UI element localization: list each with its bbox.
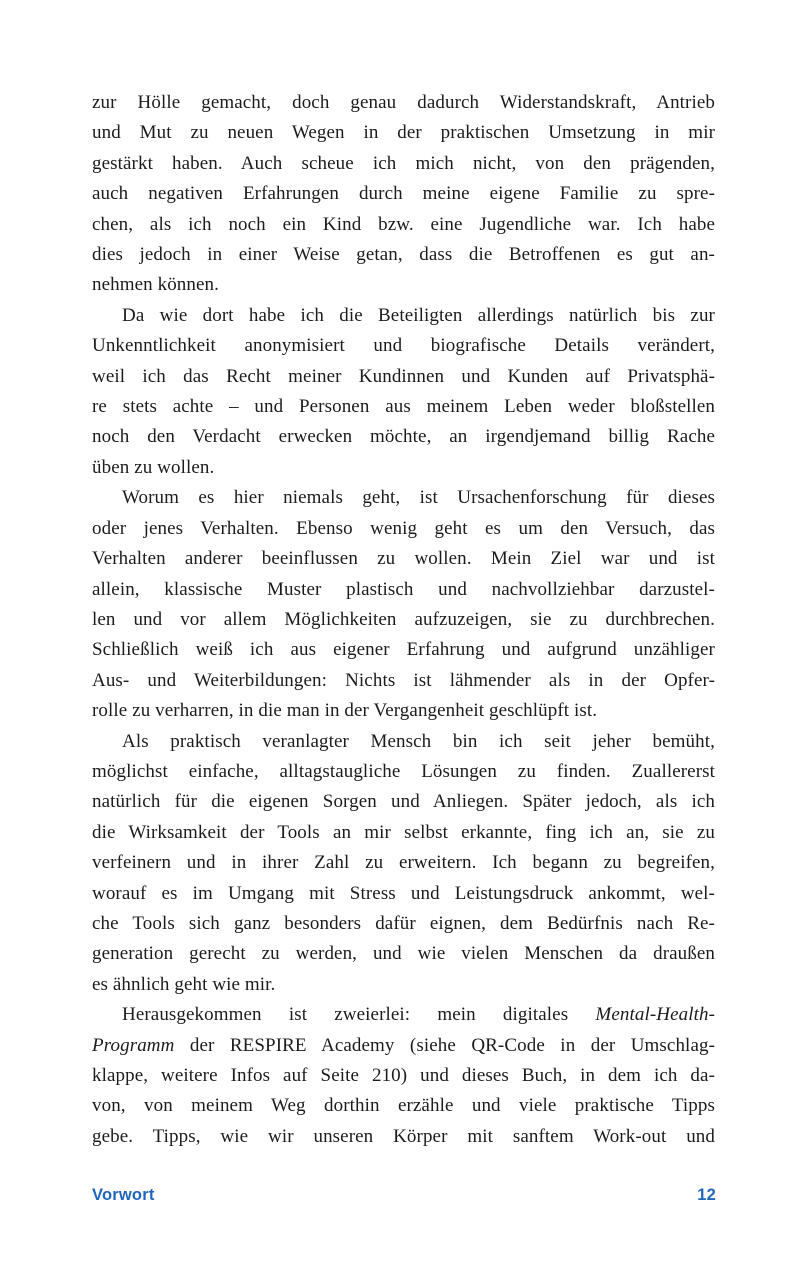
text-segment: auch negativen Erfahrungen durch meine eigene Familie zu spre- (92, 183, 715, 205)
italic-text: Programm (92, 1034, 175, 1056)
body-text (92, 88, 715, 1152)
text-segment: re stets achte – und Personen aus meinem Leben weder bloßstellen (92, 396, 715, 418)
text-segment: Als praktisch veranlagter Mensch bin ich seit jeher bemüht, (122, 730, 715, 752)
text-segment: Unkenntlichkeit anonymisiert und biografische Details verändert, (92, 335, 715, 357)
text-segment: verfeinern und in ihrer Zahl zu erweitern. Ich begann zu begreifen, (92, 852, 715, 874)
text-segment: worauf es im Umgang mit Stress und Leistungsdruck ankommt, wel- (92, 882, 715, 904)
text-segment: gestärkt haben. Auch scheue ich mich nicht, von den prägenden, (92, 152, 715, 174)
text-segment: üben zu wollen. (92, 456, 215, 478)
text-line (92, 270, 715, 300)
text-segment: von, von meinem Weg dorthin erzähle und viele praktische Tipps (92, 1095, 715, 1117)
text-line (92, 605, 715, 635)
paragraph (92, 727, 715, 1001)
paragraph (92, 483, 715, 726)
text-line (92, 514, 715, 544)
text-line (92, 240, 715, 270)
text-line (92, 970, 715, 1000)
text-segment: möglichst einfache, alltagstaugliche Lösungen zu finden. Zuallererst (92, 760, 715, 782)
text-segment: gebe. Tipps, wie wir unseren Körper mit sanftem Work-out und (92, 1125, 715, 1147)
footer-page-number: 12 (697, 1186, 716, 1204)
text-line (92, 696, 715, 726)
text-line (92, 422, 715, 452)
text-line (92, 818, 715, 848)
text-segment: allein, klassische Muster plastisch und nachvollziehbar darzustel- (92, 578, 715, 600)
italic-text: Mental-Health- (595, 1004, 715, 1026)
paragraph (92, 88, 715, 301)
text-line (92, 909, 715, 939)
text-line (92, 939, 715, 969)
text-line (92, 453, 715, 483)
text-segment: Herausgekommen ist zweierlei: mein digitales (122, 1004, 596, 1026)
text-segment: nehmen können. (92, 274, 219, 296)
text-segment: oder jenes Verhalten. Ebenso wenig geht es um den Versuch, das (92, 517, 715, 539)
text-line (92, 635, 715, 665)
text-segment: dies jedoch in einer Weise getan, dass die Betroffenen es gut an- (92, 244, 715, 266)
text-line (92, 118, 715, 148)
text-line (92, 666, 715, 696)
text-line (92, 1031, 715, 1061)
text-line (92, 179, 715, 209)
text-segment: der RESPIRE Academy (siehe QR-Code in der Umschlag- (174, 1034, 715, 1056)
paragraph (92, 1000, 715, 1152)
text-segment: rolle zu verharren, in die man in der Vergangenheit geschlüpft ist. (92, 700, 598, 722)
text-line (92, 392, 715, 422)
text-line (92, 1091, 715, 1121)
text-segment: len und vor allem Möglichkeiten aufzuzeigen, sie zu durchbrechen. (92, 608, 715, 630)
text-line (92, 1000, 715, 1030)
text-segment: die Wirksamkeit der Tools an mir selbst erkannte, fing ich an, sie zu (92, 821, 715, 843)
text-segment: klappe, weitere Infos auf Seite 210) und dieses Buch, in dem ich da- (92, 1065, 715, 1086)
text-segment: Aus- und Weiterbildungen: Nichts ist lähmender als in der Opfer- (92, 669, 715, 691)
text-segment: und Mut zu neuen Wegen in der praktischen Umsetzung in mir (92, 122, 715, 144)
text-segment: zur Hölle gemacht, doch genau dadurch Widerstandskraft, Antrieb (92, 92, 715, 113)
text-segment: natürlich für die eigenen Sorgen und Anliegen. Später jedoch, als ich (92, 791, 715, 813)
text-segment: generation gerecht zu werden, und wie vielen Menschen da draußen (92, 943, 715, 965)
text-line (92, 483, 715, 513)
text-segment: es ähnlich geht wie mir. (92, 973, 276, 995)
footer (92, 1186, 716, 1205)
text-line (92, 575, 715, 605)
footer-section-label: Vorwort (92, 1186, 155, 1204)
text-line (92, 1122, 715, 1152)
text-segment: Schließlich weiß ich aus eigener Erfahrung und aufgrund unzähliger (92, 639, 715, 661)
text-line (92, 362, 715, 392)
text-line (92, 787, 715, 817)
text-segment: weil ich das Recht meiner Kundinnen und Kunden auf Privatsphä- (92, 365, 715, 387)
text-segment: Verhalten anderer beeinflussen zu wollen. Mein Ziel war und ist (92, 548, 715, 570)
text-segment: Da wie dort habe ich die Beteiligten allerdings natürlich bis zur (122, 304, 715, 326)
text-line (92, 331, 715, 361)
paragraph (92, 301, 715, 483)
text-segment: chen, als ich noch ein Kind bzw. eine Jugendliche war. Ich habe (92, 213, 715, 235)
text-line (92, 727, 715, 757)
text-line (92, 301, 715, 331)
text-line (92, 848, 715, 878)
text-line (92, 879, 715, 909)
text-line (92, 149, 715, 179)
text-segment: Worum es hier niemals geht, ist Ursachenforschung für dieses (122, 487, 715, 509)
text-line (92, 210, 715, 240)
text-line (92, 1061, 715, 1091)
text-segment: che Tools sich ganz besonders dafür eignen, dem Bedürfnis nach Re- (92, 912, 715, 934)
text-line (92, 88, 715, 118)
text-line (92, 544, 715, 574)
text-line (92, 757, 715, 787)
text-segment: noch den Verdacht erwecken möchte, an irgendjemand billig Rache (92, 426, 715, 448)
